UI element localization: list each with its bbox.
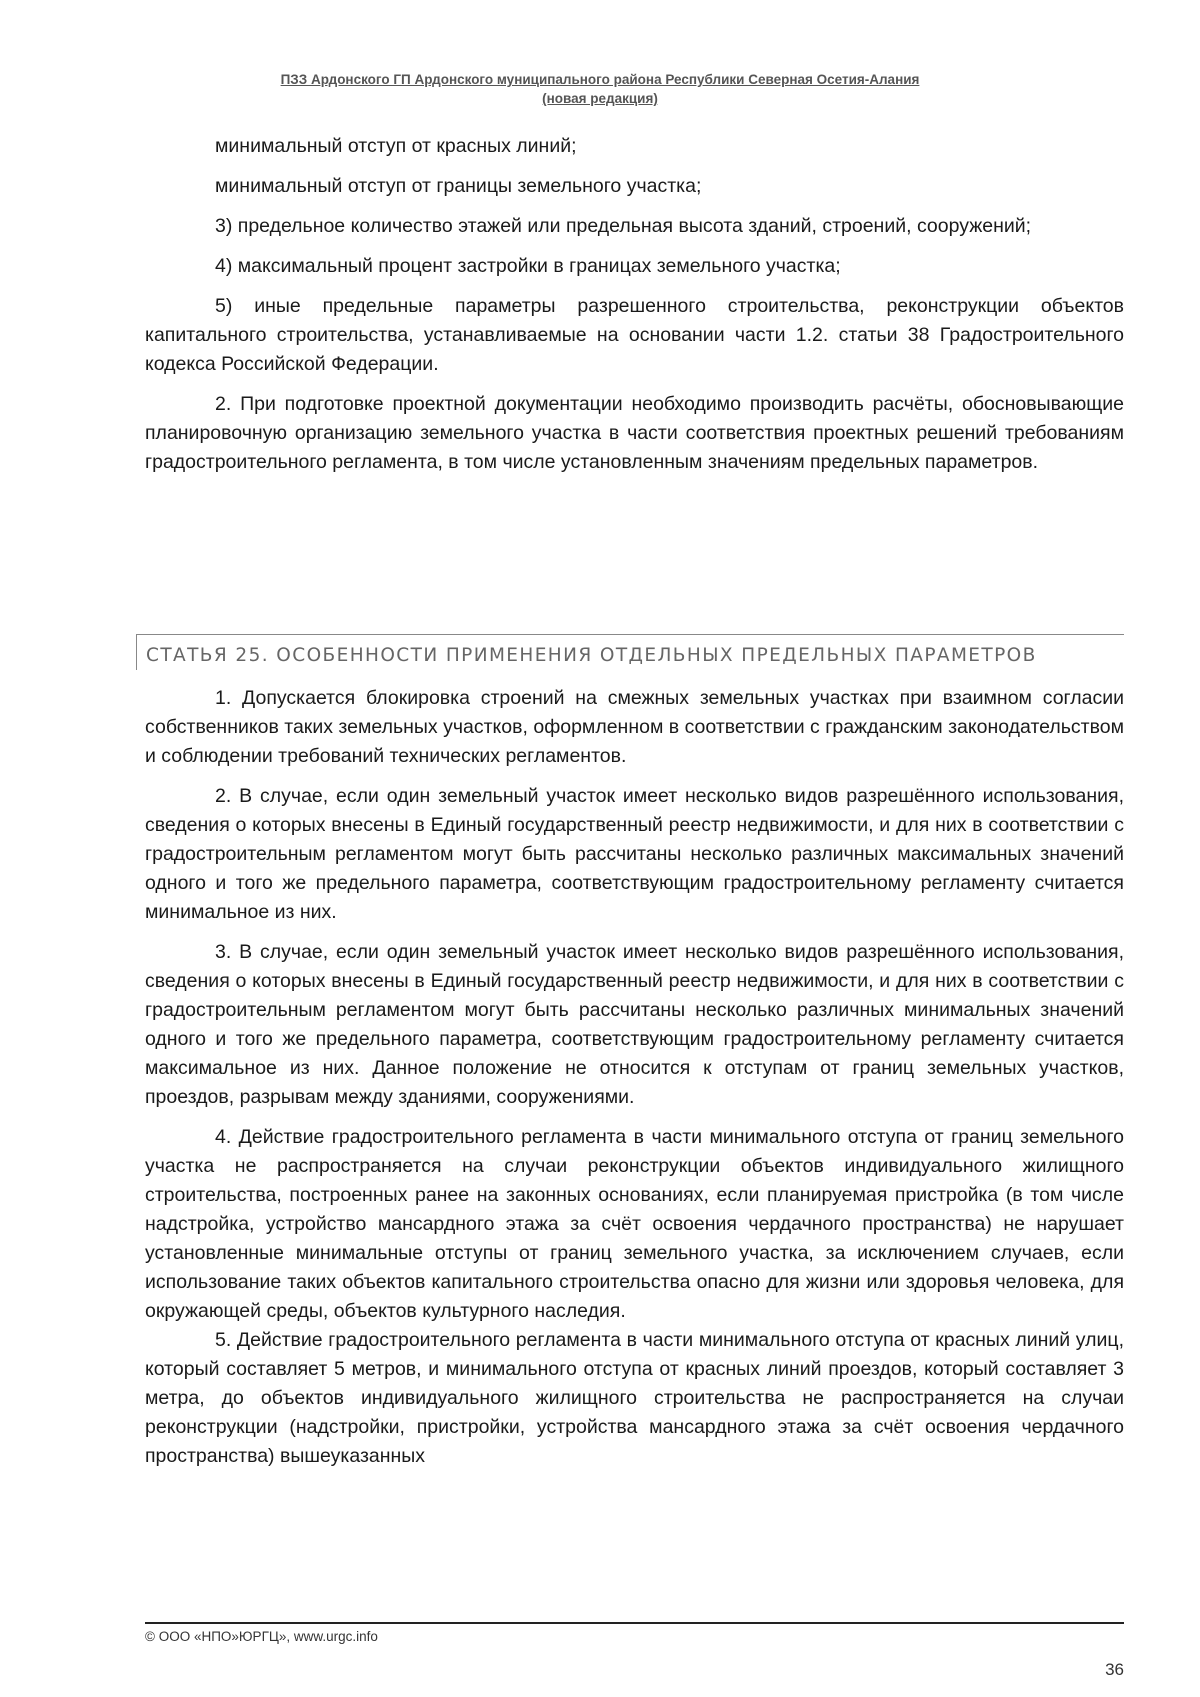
section-heading: СТАТЬЯ 25. ОСОБЕННОСТИ ПРИМЕНЕНИЯ ОТДЕЛЬНЫХ ПРЕДЕЛЬНЫХ ПАРАМЕТРОВ [136,634,1124,670]
body-text-top [145,132,1124,488]
running-header [200,70,1000,108]
paragraph: 3) предельное количество этажей или предельная высота зданий, строений, сооружений; [215,215,1032,237]
paragraph: 2. В случае, если один земельный участок имеет несколько видов разрешённого использования, сведения о которых внесены в Единый государственный реестр недвижимости, и для них в соответствии с градостроительным регламентом могут быть рассчитаны несколько различных максимальных значений одного и того же предельного параметра, соответствующим градостроительному регламенту считается минимальное из них. [145,785,1124,923]
footer-divider [145,1622,1124,1624]
paragraph: минимальный отступ от красных линий; [215,135,577,157]
paragraph: минимальный отступ от границы земельного участка; [215,175,702,197]
footer-copyright: © ООО «НПО»ЮРГЦ», www.urgc.info [145,1629,378,1644]
header-subtitle: (новая редакция) [542,91,658,106]
paragraph: 3. В случае, если один земельный участок имеет несколько видов разрешённого использования, сведения о которых внесены в Единый государственный реестр недвижимости, и для них в соответствии с градостроительным регламентом могут быть рассчитаны несколько различных минимальных значений одного и того же предельного параметра, соответствующим градостроительному регламенту считается максимальное из них. Данное положение не относится к отступам от границ земельных участков, проездов, разрывам между зданиями, сооружениями. [145,941,1124,1108]
paragraph: 5) иные предельные параметры разрешенного строительства, реконструкции объектов капитального строительства, устанавливаемые на основании части 1.2. статьи 38 Градостроительного кодекса Российской Федерации. [145,295,1124,375]
paragraph: 1. Допускается блокировка строений на смежных земельных участках при взаимном согласии собственников таких земельных участков, оформленном в соответствии с гражданским законодательством и соблюдении требований технических регламентов. [145,687,1124,767]
paragraph: 4. Действие градостроительного регламента в части минимального отступа от границ земельного участка не распространяется на случаи реконструкции объектов индивидуального жилищного строительства, построенных ранее на законных основаниях, если планируемая пристройка (в том числе надстройка, устройство мансардного этажа за счёт освоения чердачного пространства) не нарушает установленные минимальные отступы от границ земельного участка, за исключением случаев, если использование таких объектов капитального строительства опасно для жизни или здоровья человека, для окружающей среды, объектов культурного наследия. [145,1126,1124,1322]
body-text-section [145,684,1124,1471]
paragraph: 4) максимальный процент застройки в границах земельного участка; [215,255,841,277]
header-title: ПЗЗ Ардонского ГП Ардонского муниципального района Республики Северная Осетия-Алания [280,72,920,87]
page-number: 36 [1105,1660,1124,1679]
paragraph: 2. При подготовке проектной документации необходимо производить расчёты, обосновывающие планировочную организацию земельного участка в части соответствия проектных решений требованиям градостроительного регламента, в том числе установленным значениям предельных параметров. [145,393,1124,473]
paragraph: 5. Действие градостроительного регламента в части минимального отступа от красных линий улиц, который составляет 5 метров, и минимального отступа от красных линий проездов, который составляет 3 метра, до объектов индивидуального жилищного строительства не распространяется на случаи реконструкции (надстройки, пристройки, устройства мансардного этажа за счёт освоения чердачного пространства) вышеуказанных [145,1329,1124,1467]
